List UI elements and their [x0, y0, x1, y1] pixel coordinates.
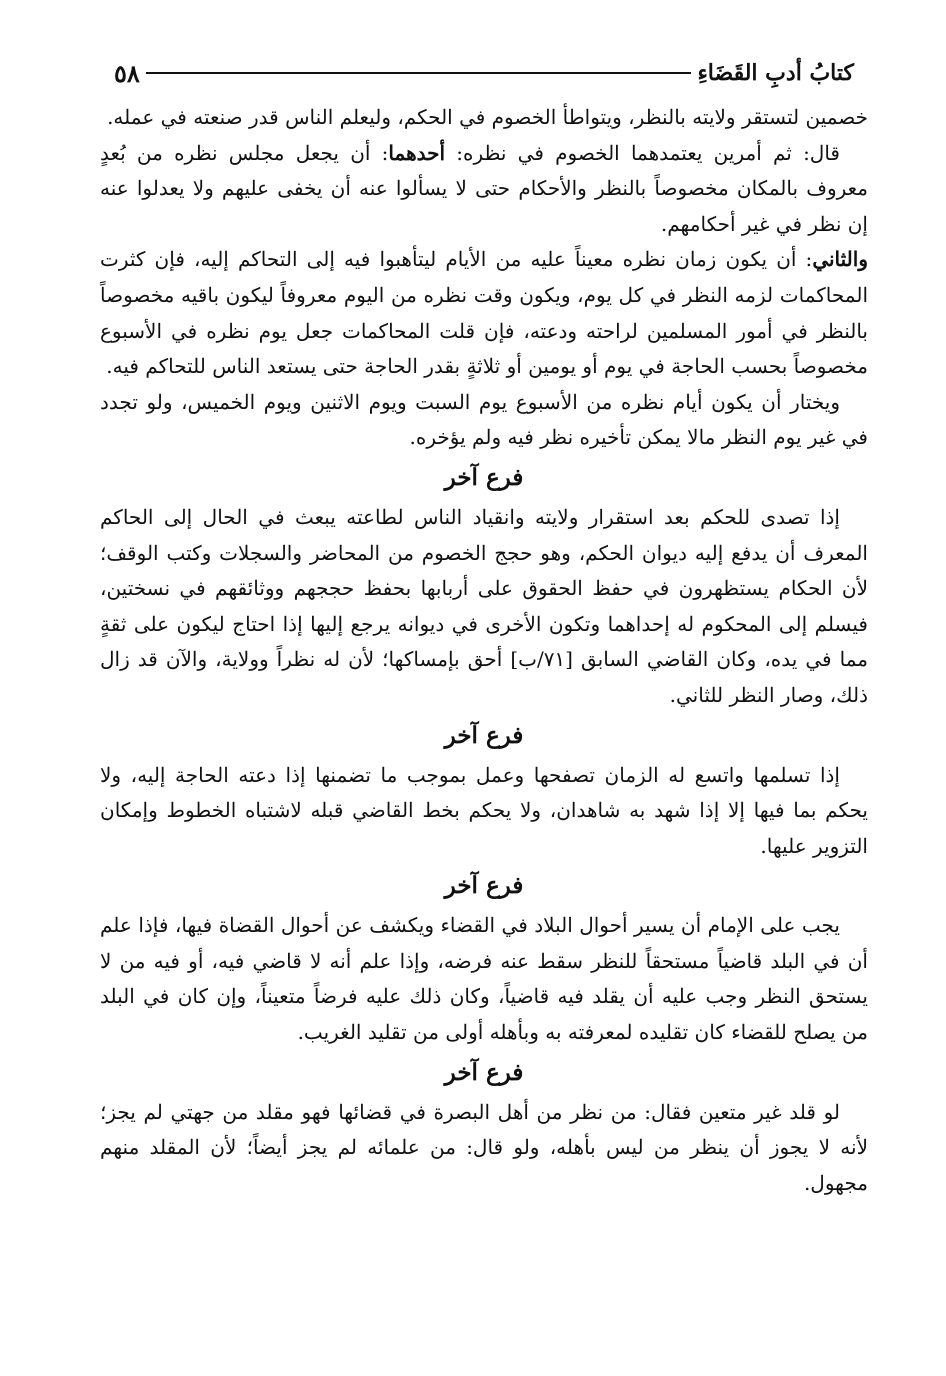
paragraph: خصمين لتستقر ولايته بالنظر، ويتواطأ الخصوم في الحكم، وليعلم الناس قدر صنعته في عمله.	[107, 105, 868, 129]
page-number: ٥٨	[114, 58, 140, 88]
paragraph-keyword: أحدهما	[388, 140, 446, 165]
paragraph-text: : أن يجعل مجلس نظره من بُعدٍ معروف بالمكان مخصوصاً بالنظر والأحكام حتى لا يسألوا عنه أن يخفى عليهم ولا يعدلوا عنه إن نظر في غير أحكامهم.	[100, 140, 868, 236]
section-heading: فرع آخر	[444, 463, 524, 491]
paragraph: لو قلد غير متعين فقال: من نظر من أهل البصرة في قضائها فهو مقلد من جهتي لم يجز؛ لأنه لا يجوز أن ينظر من ليس بأهله، ولو قال: من علمائه لم يجز أيضاً؛ لأن المقلد منهم مجهول.	[100, 1099, 868, 1195]
header-rule	[146, 72, 692, 74]
section-heading: فرع آخر	[444, 1058, 524, 1086]
section-heading: فرع آخر	[444, 721, 524, 749]
paragraph: ويختار أن يكون أيام نظره من الأسبوع يوم السبت ويوم الاثنين ويوم الخميس، ولو تجدد في غير يوم النظر مالا يمكن تأخيره نظر فيه ولم يؤخره.	[100, 389, 868, 450]
paragraph: إذا تسلمها واتسع له الزمان تصفحها وعمل بموجب ما تضمنها إذا دعته الحاجة إليه، ولا يحكم بما فيها إلا إذا شهد به شاهدان، ولا يحكم بخط القاضي قبله لاشتباه الخطوط وإمكان التزوير عليها.	[100, 762, 868, 858]
paragraph-lead: قال: ثم أمرين يعتمدهما الخصوم في نظره:	[445, 140, 840, 165]
paragraph-keyword: والثاني	[812, 247, 868, 272]
running-head	[100, 52, 868, 94]
paragraph-text: : أن يكون زمان نظره معيناً عليه من الأيام ليتأهبوا فيه إلى التحاكم إليه، فإن كثرت المحاكمات لزمه النظر في كل يوم، ويكون وقت نظره من اليوم معروفاً ليكون باقيه مخصوصاً بالنظر في أمور المسلمين لراحته ودعته، فإن قلت المحاكمات جعل يوم نظره في الأسبوع مخصوصاً بحسب الحاجة في يوم أو يومين أو ثلاثةٍ بقدر الحاجة حتى يستعد الناس للتحاكم فيه.	[100, 247, 868, 379]
body-text	[100, 100, 868, 1201]
book-title: كتابُ أدبِ القَضَاءِ	[697, 60, 854, 86]
section-heading: فرع آخر	[444, 872, 524, 900]
paragraph: إذا تصدى للحكم بعد استقرار ولايته وانقياد الناس لطاعته يبعث في الحال إلى الحاكم المعرف أن يدفع إليه ديوان الحكم، وهو حجج الخصوم من المحاضر والسجلات وكتب الوقف؛ لأن الحكام يستظهرون في حفظ الحقوق على أربابها بحفظ حججهم ووثائقهم في نسختين، فيسلم إلى المحكوم له إحداهما وتكون الأخرى في ديوانه يرجع إليها إذا احتاج ليكون على ثقةٍ مما في يده، وكان القاضي السابق [٧١/ب] أحق بإمساكها؛ لأن له نظراً وولاية، والآن قد زال ذلك، وصار النظر للثاني.	[100, 504, 868, 707]
paragraph	[100, 136, 868, 243]
paragraph: يجب على الإمام أن يسير أحوال البلاد في القضاء ويكشف عن أحوال القضاة فيها، فإذا علم أن في البلد قاضياً مستحقاً للنظر سقط عنه فرضه، وإذا علم أنه لا قاضي فيه، أو فيه من لا يستحق النظر وجب عليه أن يقلد فيه قاضياً، وكان ذلك عليه فرضاً متعيناً، وإن كان في البلد من يصلح للقضاء كان تقليده لمعرفته به وبأهله أولى من تقليد الغريب.	[100, 913, 868, 1045]
paragraph	[100, 242, 868, 384]
